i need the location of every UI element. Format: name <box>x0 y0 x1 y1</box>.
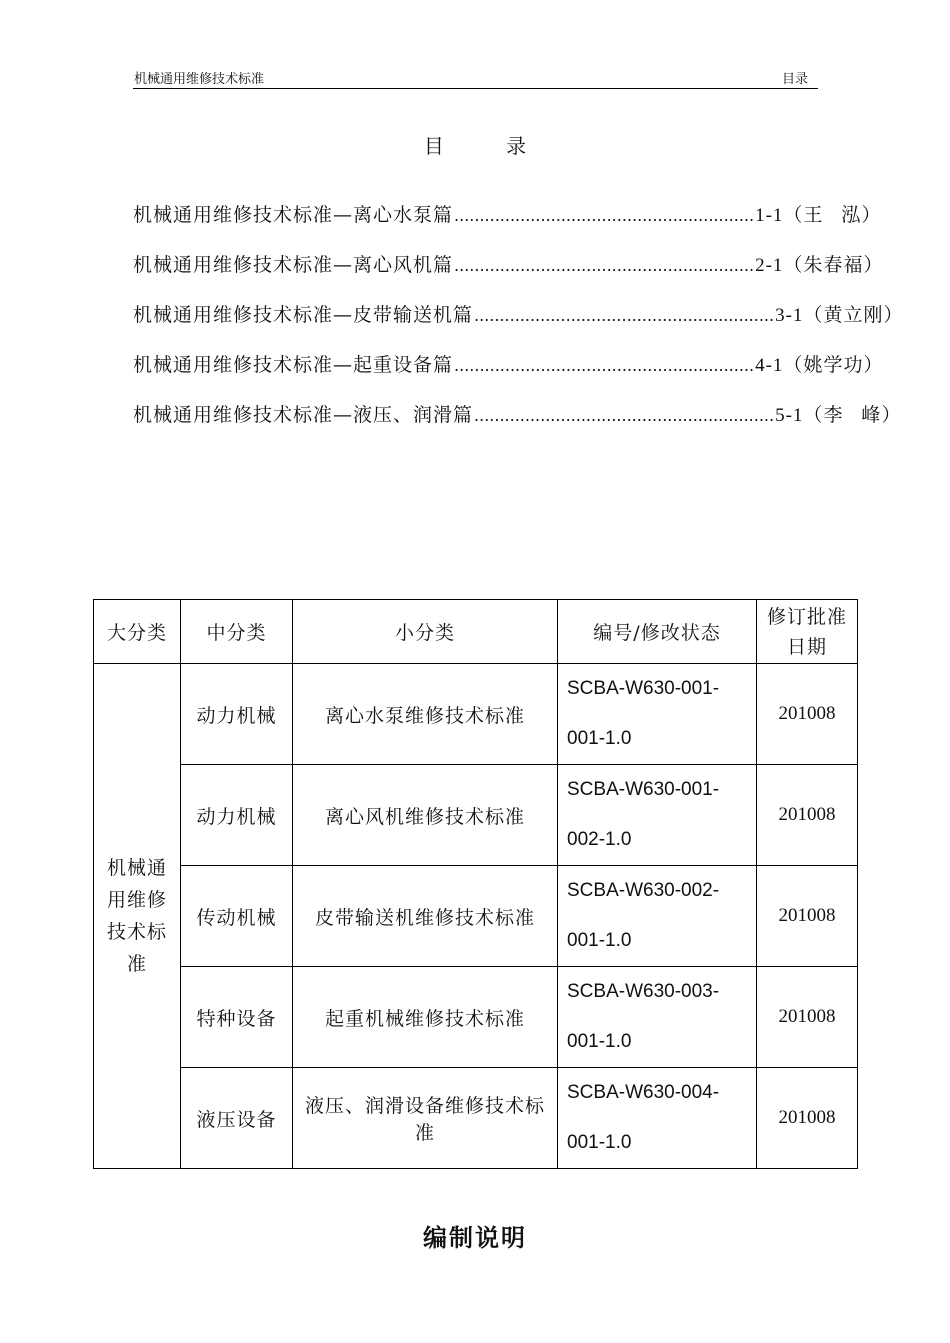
mid-category-cell: 特种设备 <box>181 967 293 1068</box>
minor-category-cell: 离心水泵维修技术标准 <box>293 664 558 765</box>
section-title: 编制说明 <box>423 1224 527 1252</box>
date-cell: 201008 <box>757 765 858 866</box>
toc-leader-dots: ........................................................... <box>454 356 755 375</box>
toc-leader-dots: ........................................................... <box>474 406 775 425</box>
toc-entry-title: 机械通用维修技术标准—液压、润滑篇 <box>133 404 474 426</box>
minor-category-cell: 皮带输送机维修技术标准 <box>293 866 558 967</box>
minor-category-cell: 离心风机维修技术标准 <box>293 765 558 866</box>
mid-category-cell: 动力机械 <box>181 765 293 866</box>
toc-entry[interactable]: 机械通用维修技术标准—皮带输送机篇 ........................................................... 3-1 （黄立刚） <box>133 300 805 328</box>
header-title: 机械通用维修技术标准 <box>134 72 265 87</box>
toc-entry[interactable]: 机械通用维修技术标准—离心水泵篇 ........................................................... 1-1 （王 泓） <box>133 200 805 228</box>
code-line-1: SCBA-W630-004- <box>567 1082 720 1103</box>
toc-entry-author: 王 泓 <box>803 204 862 226</box>
date-cell: 201008 <box>757 967 858 1068</box>
toc-entry-page: 4-1 <box>755 355 784 376</box>
code-line-1: SCBA-W630-003- <box>567 981 720 1002</box>
header-mid-category: 中分类 <box>181 600 293 664</box>
toc-leader-dots: ........................................................... <box>474 306 775 325</box>
date-cell: 201008 <box>757 1068 858 1169</box>
toc-entry-page: 1-1 <box>755 205 784 226</box>
code-cell <box>558 967 757 1068</box>
toc-entry-title: 机械通用维修技术标准—起重设备篇 <box>133 354 454 376</box>
code-cell <box>558 664 757 765</box>
page-header <box>133 66 818 89</box>
code-line-2: 001-1.0 <box>567 930 632 951</box>
toc-title: 目 录 <box>423 134 555 158</box>
code-cell <box>558 765 757 866</box>
toc-entry-page: 2-1 <box>755 255 784 276</box>
code-cell <box>558 866 757 967</box>
toc-entry-title: 机械通用维修技术标准—离心风机篇 <box>133 254 454 276</box>
toc-entry-author: 李 峰 <box>823 404 882 426</box>
toc-entry-page: 5-1 <box>775 405 804 426</box>
toc-entry-author: 朱春福 <box>803 254 864 276</box>
toc-leader-dots: ........................................................... <box>454 256 755 275</box>
header-section: 目录 <box>781 72 808 87</box>
table-row <box>94 1068 858 1169</box>
minor-category-cell: 起重机械维修技术标准 <box>293 967 558 1068</box>
mid-category-cell: 液压设备 <box>181 1068 293 1169</box>
mid-category-cell: 动力机械 <box>181 664 293 765</box>
table-row <box>94 765 858 866</box>
code-cell <box>558 1068 757 1169</box>
table-row <box>94 967 858 1068</box>
toc-entry-author: 黄立刚 <box>823 304 884 326</box>
minor-category-cell: 液压、润滑设备维修技术标准 <box>293 1068 558 1169</box>
date-cell: 201008 <box>757 866 858 967</box>
code-line-1: SCBA-W630-002- <box>567 880 720 901</box>
toc-leader-dots: ........................................................... <box>454 206 755 225</box>
standards-table <box>93 599 858 1169</box>
toc-entry-title: 机械通用维修技术标准—皮带输送机篇 <box>133 304 474 326</box>
toc-entry-page: 3-1 <box>775 305 804 326</box>
code-line-2: 001-1.0 <box>567 1031 632 1052</box>
table-row <box>94 866 858 967</box>
mid-category-cell: 传动机械 <box>181 866 293 967</box>
header-minor-category: 小分类 <box>293 600 558 664</box>
toc-entry[interactable]: 机械通用维修技术标准—离心风机篇 ........................................................... 2-1 （朱春福） <box>133 250 805 278</box>
toc-entry[interactable]: 机械通用维修技术标准—液压、润滑篇 ........................................................... 5-1 （李 峰） <box>133 400 805 428</box>
toc-entry-title: 机械通用维修技术标准—离心水泵篇 <box>133 204 454 226</box>
toc-entry[interactable]: 机械通用维修技术标准—起重设备篇 ........................................................... 4-1 （姚学功） <box>133 350 805 378</box>
code-line-2: 001-1.0 <box>567 728 632 749</box>
toc-entry-author: 姚学功 <box>803 354 864 376</box>
table-header-row <box>94 600 858 664</box>
header-approval-date: 修订批准日期 <box>757 600 858 664</box>
header-major-category: 大分类 <box>94 600 181 664</box>
code-line-1: SCBA-W630-001- <box>567 779 720 800</box>
code-line-2: 002-1.0 <box>567 829 632 850</box>
code-line-2: 001-1.0 <box>567 1132 632 1153</box>
major-category-cell: 机械通用维修技术标准 <box>94 664 181 1169</box>
code-line-1: SCBA-W630-001- <box>567 678 720 699</box>
table-row <box>94 664 858 765</box>
header-code-status: 编号/修改状态 <box>558 600 757 664</box>
date-cell: 201008 <box>757 664 858 765</box>
